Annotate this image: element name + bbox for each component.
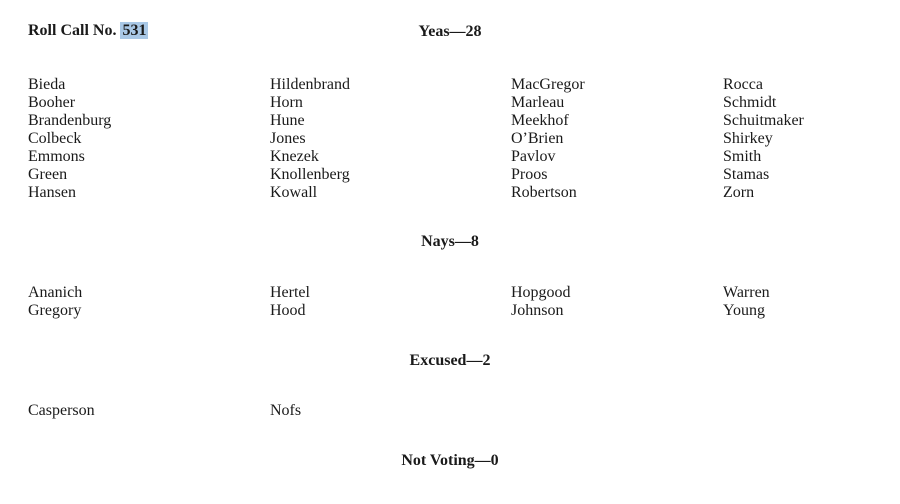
yea-name: Jones (270, 130, 306, 147)
yea-name: Rocca (723, 76, 763, 93)
nay-name: Gregory (28, 302, 82, 319)
yea-name: Knollenberg (270, 166, 350, 183)
nays-heading: Nays—8 (421, 233, 479, 250)
yea-name: Robertson (511, 184, 577, 201)
yeas-heading: Yeas—28 (418, 23, 482, 40)
yea-name: MacGregor (511, 76, 585, 93)
excused-name: Casperson (28, 402, 95, 419)
yea-name: Shirkey (723, 130, 773, 147)
yea-name: Brandenburg (28, 112, 112, 129)
yea-name: Hune (270, 112, 305, 129)
nays-column-2 (270, 284, 310, 320)
yea-name: Horn (270, 94, 303, 111)
excused-column-1 (28, 402, 95, 420)
nay-name: Hood (270, 302, 306, 319)
yea-name: Colbeck (28, 130, 82, 147)
roll-call-label: Roll Call No. (28, 22, 117, 39)
yeas-column-2 (270, 76, 350, 202)
yea-name: Meekhof (511, 112, 569, 129)
yea-name: O’Brien (511, 130, 564, 147)
roll-call-number: 531 (122, 22, 147, 39)
yea-name: Proos (511, 166, 548, 183)
excused-name: Nofs (270, 402, 302, 419)
nay-name: Johnson (511, 302, 564, 319)
nay-name: Young (723, 302, 765, 319)
nays-column-3 (511, 284, 571, 320)
yea-name: Knezek (270, 148, 319, 165)
nay-name: Hopgood (511, 284, 571, 301)
yea-name: Schuitmaker (723, 112, 804, 129)
yeas-column-1 (28, 76, 111, 202)
yea-name: Smith (723, 148, 762, 165)
yea-name: Green (28, 166, 68, 183)
nays-column-4 (723, 284, 770, 320)
yea-name: Bieda (28, 76, 66, 93)
yea-name: Kowall (270, 184, 318, 201)
nay-name: Warren (723, 284, 770, 301)
yea-name: Hildenbrand (270, 76, 350, 93)
yea-name: Schmidt (723, 94, 777, 111)
nay-name: Hertel (270, 284, 310, 301)
nay-name: Ananich (28, 284, 83, 301)
yea-name: Pavlov (511, 148, 556, 165)
yea-name: Hansen (28, 184, 76, 201)
not-voting-heading: Not Voting—0 (401, 452, 499, 469)
yeas-column-3 (511, 76, 585, 202)
yea-name: Emmons (28, 148, 85, 165)
yea-name: Zorn (723, 184, 755, 201)
yea-name: Stamas (723, 166, 770, 183)
nays-column-1 (28, 284, 82, 320)
yea-name: Marleau (511, 94, 565, 111)
yeas-column-4 (723, 76, 804, 202)
yea-name: Booher (28, 94, 76, 111)
excused-column-2 (270, 402, 301, 420)
excused-heading: Excused—2 (409, 352, 491, 369)
